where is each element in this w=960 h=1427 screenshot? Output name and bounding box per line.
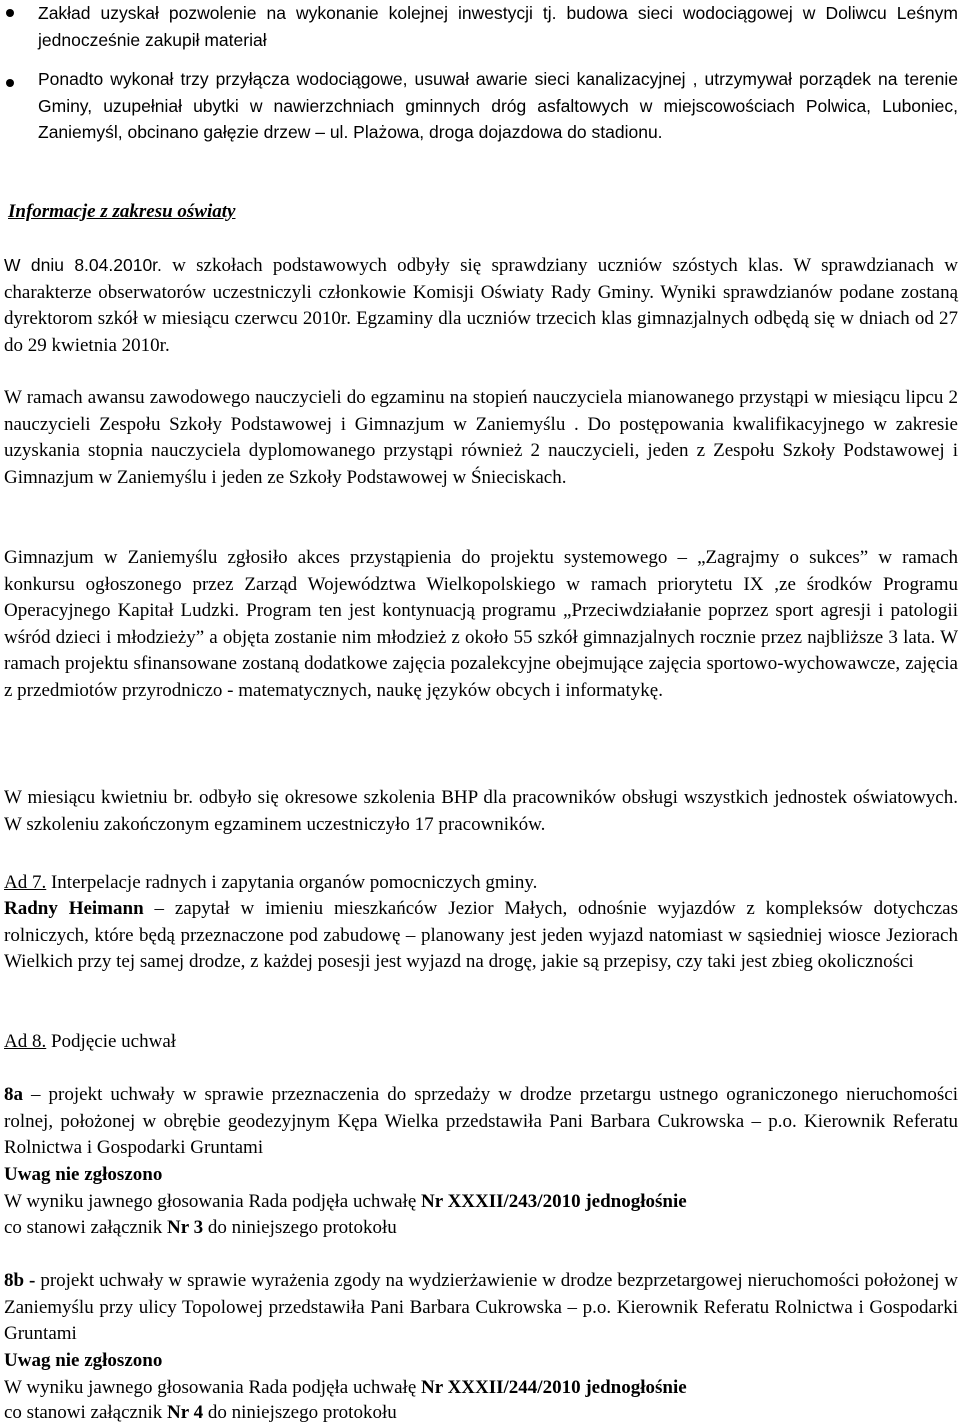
exam-date: W dniu 8.04.2010r. <box>4 255 162 275</box>
resolution-number: Nr XXXII/243/2010 jednogłośnie <box>421 1191 687 1212</box>
paragraph-bhp-training: W miesiącu kwietniu br. odbyło się okresowe szkolenia BHP dla pracowników obsługi wszystkich jednostek oświatowych. W szkoleniu zakończonym egzaminem uczestniczyło 17 pracowników. <box>4 787 958 835</box>
resolution-8b-annex <box>4 1400 958 1427</box>
resolution-8b-description <box>4 1268 958 1348</box>
annex-number: Nr 4 <box>167 1402 204 1423</box>
resolution-id: 8a <box>4 1084 23 1105</box>
annex-rest: do niniejszego protokołu <box>203 1217 397 1238</box>
resolution-8a-annex <box>4 1215 958 1242</box>
resolution-number: Nr XXXII/244/2010 jednogłośnie <box>421 1377 687 1398</box>
interpellation-text: – zapytał w imieniu mieszkańców Jezior Małych, odnośnie wyjazdów z kompleksów dotychczas rolniczych, które będą przeznaczone pod zabudowę – planowany jest jeden wyjazd natomiast w sąsiedniej wiosce Jeziorach Wielkich przy tej samej drodze, z każdej posesji jest wyjazd na drogę, jakie są przepisy, czy taki jest zbieg okoliczności <box>4 898 959 973</box>
paragraph-interpellation <box>4 896 958 976</box>
agenda-item-8 <box>4 1029 958 1056</box>
paragraph-exams <box>4 252 958 359</box>
resolution-8b-remarks: Uwag nie zgłoszono <box>4 1350 163 1371</box>
resolution-desc: projekt uchwały w sprawie wyrażenia zgody na wydzierżawienie w drodze bezprzetargowej nieruchomości położonej w Zaniemyślu przy ulicy Topolowej przedstawiła Pani Barbara Cukrowska – p.o. Kierownik Referatu Rolnictwa i Gospodarki Gruntami <box>4 1270 958 1345</box>
paragraph-teacher-promotion: W ramach awansu zawodowego nauczycieli do egzaminu na stopień nauczyciela mianowanego przystąpi w miesiącu lipcu 2 nauczycieli Zespołu Szkoły Podstawowej i Gimnazjum w Zaniemyślu . Do postępowania kwalifikacyjnego w zakresie uzyskania stopnia nauczyciela dyplomowanego przystąpi również 2 nauczycieli, jeden z Zespołu Szkoły Podstawowej i Gimnazjum w Zaniemyślu i jeden ze Szkoły Podstawowej w Śnieciskach. <box>4 387 958 488</box>
annex-text: co stanowi załącznik <box>4 1217 168 1238</box>
resolution-id: 8b - <box>4 1270 36 1291</box>
vote-text: W wyniku jawnego głosowania Rada podjęła uchwałę <box>4 1191 422 1212</box>
speaker-name: Radny Heimann <box>4 898 144 919</box>
bullet-item-maintenance: Ponadto wykonał trzy przyłącza wodociągowe, usuwał awarie sieci kanalizacyjnej , utrzymywał porządek na terenie Gminy, uzupełniał ubytki w nawierzchniach gminnych dróg asfaltowych w miejscowościach Polwica, Luboniec, Zaniemyśl, obcinano gałęzie drzew – ul. Plażowa, droga dojazdowa do stadionu. <box>38 69 958 143</box>
agenda-item-7 <box>4 870 958 897</box>
bullet-item-investment: Zakład uzyskał pozwolenie na wykonanie kolejnej inwestycji tj. budowa sieci wodociągowej w Doliwcu Leśnym jednocześnie zakupił materiał <box>38 3 958 50</box>
bullet-icon <box>6 79 14 87</box>
bullet-icon <box>6 9 14 17</box>
exam-text: w szkołach podstawowych odbyły się sprawdziany uczniów szóstych klas. W sprawdzianach w charakterze obserwatorów uczestniczyli członkowie Komisji Oświaty Rady Gminy. Wyniki sprawdzianów podane zostaną dyrektorom szkół w miesiącu czerwcu 2010r. Egzaminy dla uczniów trzecich klas gimnazjalnych odbędą się w dniach od 27 do 29 kwietnia 2010r. <box>4 255 958 356</box>
paragraph-school-project: Gimnazjum w Zaniemyślu zgłosiło akces przystąpienia do projektu systemowego – „Zagrajmy o sukces” w ramach konkursu ogłoszonego przez Zarząd Województwa Wielkopolskiego w ramach priorytetu IX ,ze środków Programu Operacyjnego Kapitał Ludzki. Program ten jest kontynuacją programu „Przeciwdziałanie poprzez sport agresji i patologii wśród dzieci i młodzieży” a objęta zostanie nim młodzież z około 55 szkół gimnazjalnych rocznie przez najbliższe 3 lata. W ramach projektu sfinansowane zostaną dodatkowe zajęcia pozalekcyjne obejmujące zajęcia sportowo-wychowawcze, zajęcia z przedmiotów przyrodniczo - matematycznych, naukę języków obcych i informatykę. <box>4 547 958 701</box>
vote-text: W wyniku jawnego głosowania Rada podjęła uchwałę <box>4 1377 422 1398</box>
agenda-title: Interpelacje radnych i zapytania organów pomocniczych gminy. <box>46 872 538 893</box>
section-heading-education: Informacje z zakresu oświaty <box>8 201 236 222</box>
annex-rest: do niniejszego protokołu <box>203 1402 397 1423</box>
annex-number: Nr 3 <box>167 1217 204 1238</box>
resolution-8b-vote <box>4 1375 958 1402</box>
resolution-8a-vote <box>4 1189 958 1216</box>
agenda-label: Ad 7. <box>4 872 47 893</box>
resolution-desc: – projekt uchwały w sprawie przeznaczenia do sprzedaży w drodze przetargu ustnego ograniczonego nieruchomości rolnej, położonej w obrębie geodezyjnym Kępa Wielka przedstawiła Pani Barbara Cukrowska – p.o. Kierownik Referatu Rolnictwa i Gospodarki Gruntami <box>4 1084 958 1159</box>
agenda-title: Podjęcie uchwał <box>46 1031 177 1052</box>
annex-text: co stanowi załącznik <box>4 1402 168 1423</box>
resolution-8a-remarks: Uwag nie zgłoszono <box>4 1164 163 1185</box>
agenda-label: Ad 8. <box>4 1031 47 1052</box>
resolution-8a-description <box>4 1082 958 1162</box>
